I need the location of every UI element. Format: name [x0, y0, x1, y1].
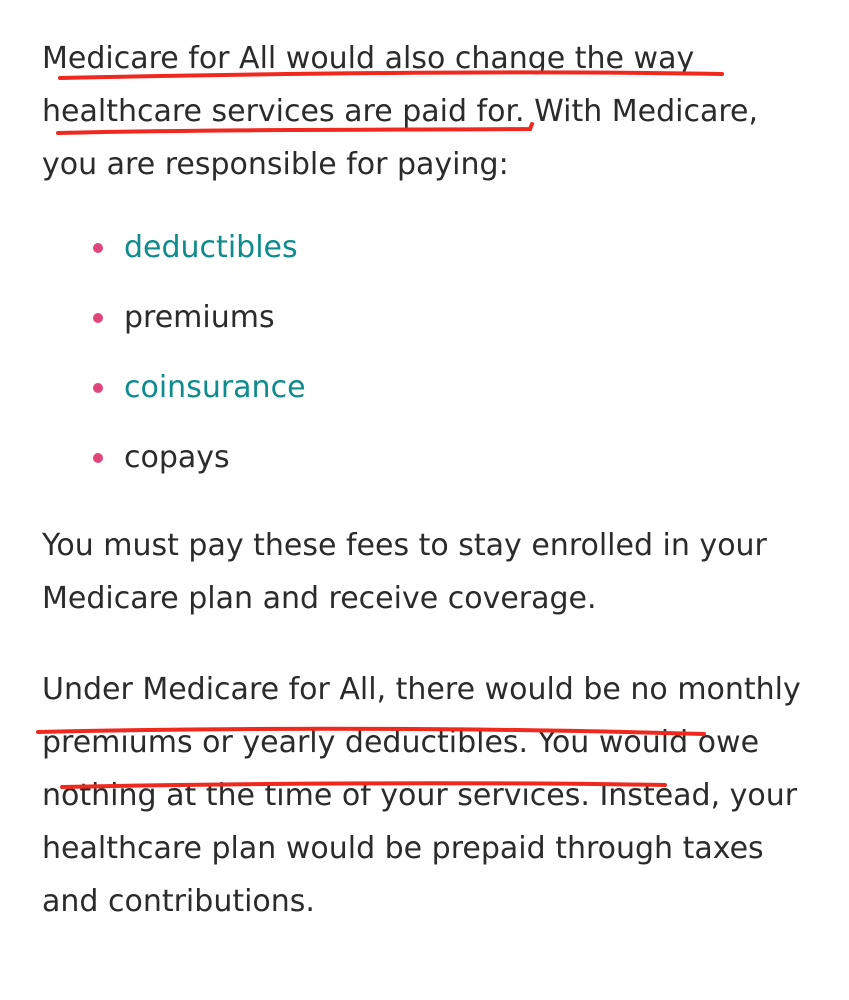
list-item — [42, 291, 822, 361]
fee-list — [42, 221, 822, 489]
list-item-label: copays — [124, 440, 230, 475]
bullet-icon — [93, 453, 103, 463]
highlighted-sentence: Under Medicare for All, there would be no monthly premiums or yearly deductibles. — [42, 672, 801, 760]
list-item — [42, 431, 822, 489]
article-body — [42, 32, 822, 928]
list-item-label: premiums — [124, 300, 275, 335]
bullet-icon — [93, 243, 103, 253]
list-item — [42, 221, 822, 291]
coinsurance-link[interactable]: coinsurance — [124, 370, 306, 405]
paragraph-text: You would owe nothing at the time of your services. Instead, your healthcare plan would be prepaid through taxes and contributions. — [42, 725, 798, 919]
paragraph-payment-change — [42, 32, 822, 191]
highlighted-sentence: Medicare for All would also change the way healthcare services are paid for. — [42, 41, 695, 129]
paragraph-medicare-for-all — [42, 663, 822, 928]
bullet-icon — [93, 383, 103, 393]
list-item — [42, 361, 822, 431]
bullet-icon — [93, 313, 103, 323]
deductibles-link[interactable]: deductibles — [124, 230, 298, 265]
paragraph-fees-required: You must pay these fees to stay enrolled in your Medicare plan and receive coverage. — [42, 528, 767, 616]
paragraph-text: With Medicare, you are responsible for paying: — [42, 94, 759, 182]
